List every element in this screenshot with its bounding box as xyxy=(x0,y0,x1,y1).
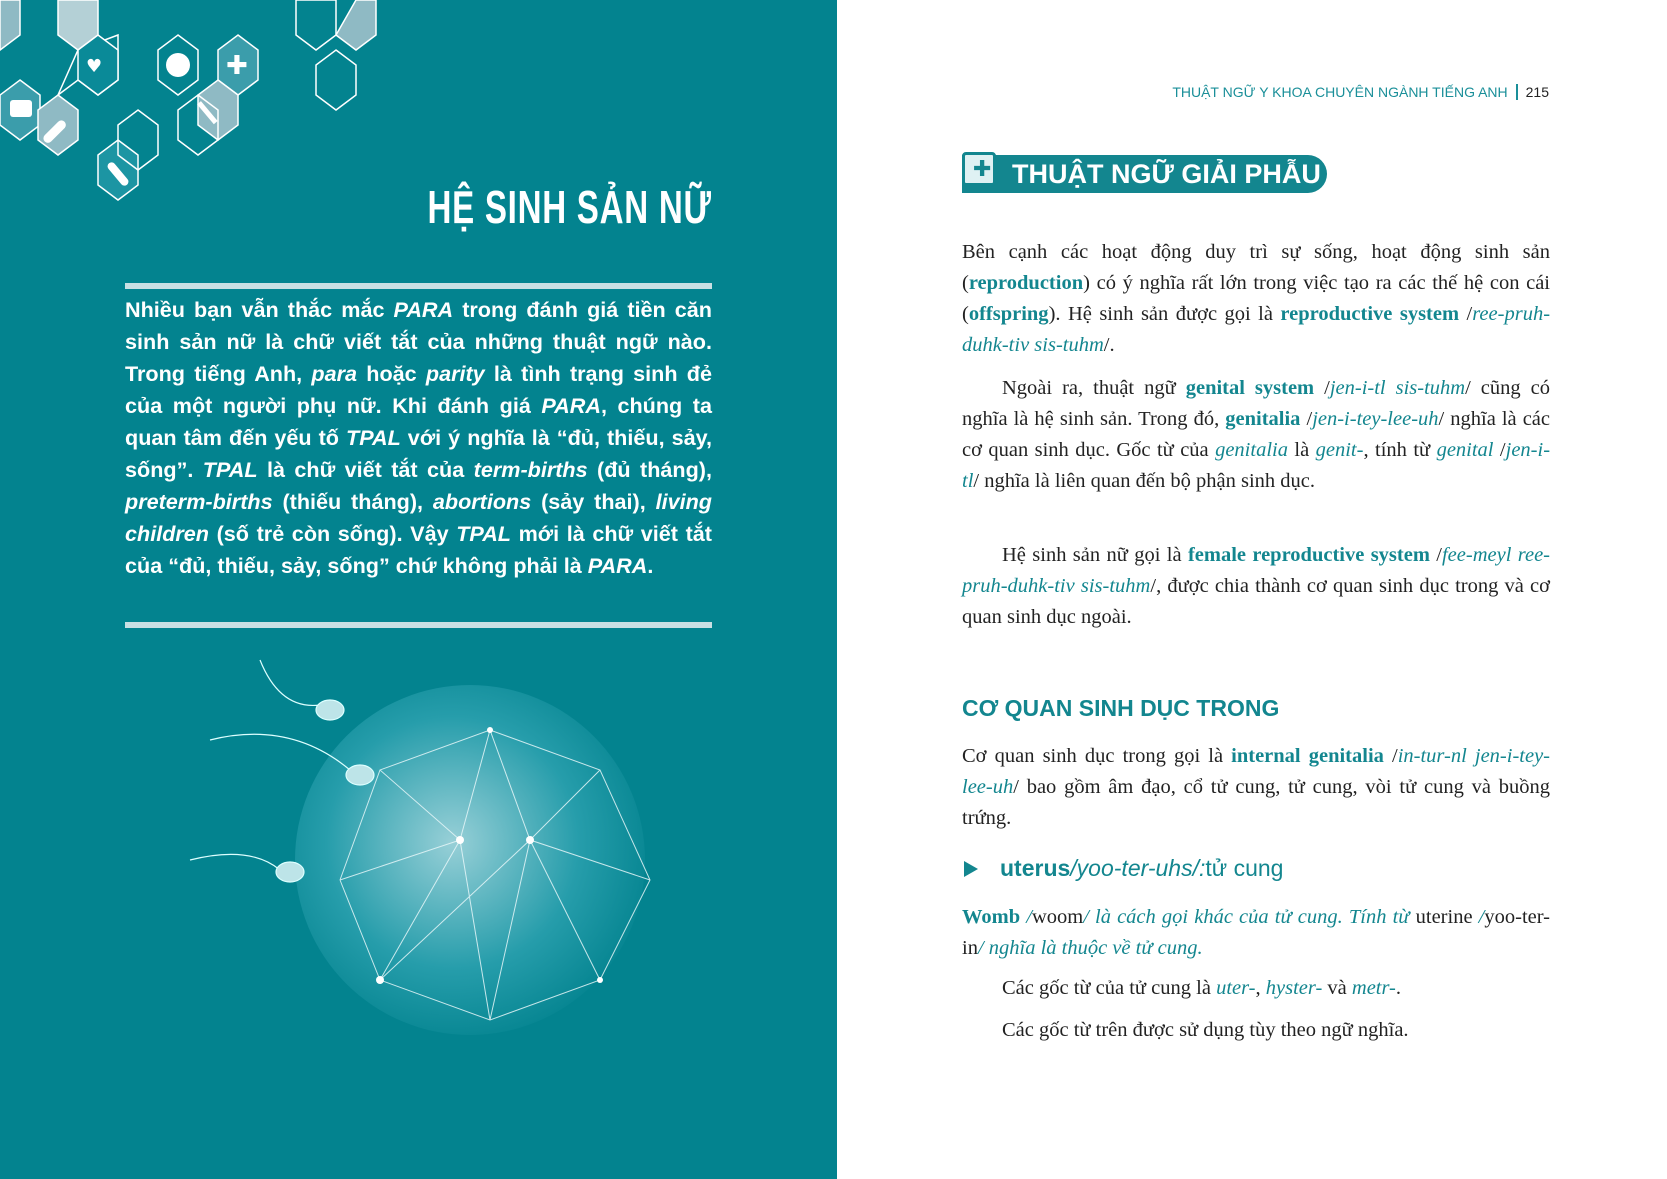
term: genitalia xyxy=(1225,408,1301,430)
text-run: (số trẻ còn sống). Vậy xyxy=(209,521,457,546)
text-run: và xyxy=(1322,977,1352,999)
term: reproductive system xyxy=(1280,303,1460,325)
pronunciation: / xyxy=(1020,906,1032,928)
term: offspring xyxy=(968,303,1049,325)
text-run: (sảy thai), xyxy=(531,489,656,514)
text-run: Bên cạnh các hoạt động duy trì sự sống, hoạt động sinh sản ( xyxy=(962,241,1550,294)
pronunciation: / là cách gọi khác của tử cung. Tính từ xyxy=(1083,906,1416,928)
pronunciation: in-tur-nl jen-i-tey-lee-uh xyxy=(962,745,1550,798)
term-entry-uterus xyxy=(964,855,1283,882)
pill-icon xyxy=(166,53,190,77)
text-run: trong đánh giá tiền căn sinh sản nữ là chữ viết tắt của những thuật ngữ nào. Trong tiếng Anh, xyxy=(125,297,712,386)
italic-term: TPAL xyxy=(346,425,401,450)
paragraph-roots xyxy=(962,973,1550,1004)
italic-term: parity xyxy=(425,361,485,386)
pronunciation: jen-i-tl xyxy=(962,439,1551,492)
text-run: (thiếu tháng), xyxy=(272,489,433,514)
text-run: Ngoài ra, thuật ngữ xyxy=(1002,377,1186,399)
egg-and-sperm-illustration xyxy=(170,650,690,1070)
text-run: là xyxy=(1287,439,1316,461)
text-run: yoo-ter-in xyxy=(962,906,1550,959)
divider-top xyxy=(125,283,712,289)
pronunciation: / nghĩa là thuộc về tử cung. xyxy=(977,937,1203,959)
text-run: / xyxy=(1383,745,1398,767)
text-run: / xyxy=(1300,408,1313,430)
page-number: 215 xyxy=(1516,84,1549,100)
pronunciation: uter- xyxy=(1216,977,1256,999)
paragraph-roots-usage: Các gốc từ trên được sử dụng tùy theo ngữ nghĩa. xyxy=(1002,1019,1409,1041)
hexagon-grid xyxy=(0,0,376,200)
pronunciation: genit- xyxy=(1315,439,1364,461)
text-run: , chúng ta quan tâm đến yếu tố xyxy=(125,393,712,450)
text-run: / xyxy=(1459,303,1473,325)
pronunciation: genital xyxy=(1436,439,1494,461)
text-run: Cơ quan sinh dục trong gọi là xyxy=(962,745,1232,767)
term-meaning: tử cung xyxy=(1205,855,1284,881)
text-run: /. xyxy=(1103,334,1115,356)
text-run: Nhiều bạn vẫn thắc mắc xyxy=(125,297,394,322)
text-run: (đủ tháng), xyxy=(587,457,712,482)
text-run: / xyxy=(1314,377,1330,399)
bullet-triangle-icon xyxy=(964,861,978,877)
first-aid-kit-icon xyxy=(10,100,32,117)
paragraph-reproduction xyxy=(962,237,1550,361)
text-run: / nghĩa là liên quan đến bộ phận sinh dục. xyxy=(973,470,1315,492)
text-run: ) có ý nghĩa rất lớn trong việc tạo ra các thế hệ con cái ( xyxy=(962,272,1550,325)
term: Womb xyxy=(962,906,1021,928)
subsection-heading: CƠ QUAN SINH DỤC TRONG xyxy=(962,695,1280,721)
term: female reproductive system xyxy=(1187,544,1430,566)
text-run: / xyxy=(1493,439,1506,461)
text-run: uterine xyxy=(1415,906,1473,928)
paragraph-female-reproductive-system xyxy=(962,540,1550,633)
italic-term: abortions xyxy=(432,489,532,514)
text-run: , xyxy=(1255,977,1266,999)
paragraph-internal-genitalia xyxy=(962,741,1550,834)
pronunciation: genitalia xyxy=(1215,439,1288,461)
text-run: hoặc xyxy=(357,361,426,386)
plus-icon: ✚ xyxy=(226,51,248,81)
text-run: mới là chữ viết tắt của “đủ, thiếu, sảy, sống” chứ không phải là xyxy=(125,521,712,578)
pronunciation: / xyxy=(1472,906,1485,928)
italic-term: para xyxy=(311,361,358,386)
text-run: woom xyxy=(1031,906,1084,928)
text-run: . xyxy=(1395,977,1402,999)
pronunciation: metr- xyxy=(1351,977,1396,999)
text-run: / cũng có nghĩa là hệ sinh sản. Trong đó, xyxy=(962,377,1550,430)
pronunciation: ree-pruh-duhk-tiv sis-tuhm xyxy=(962,303,1551,356)
term-word: uterus xyxy=(1000,855,1071,881)
heart-pulse-icon: ♥ xyxy=(86,56,103,77)
text-run: / bao gồm âm đạo, cổ tử cung, tử cung, vòi tử cung và buồng trứng. xyxy=(962,776,1550,829)
intro-paragraph xyxy=(125,294,712,582)
text-run: ). Hệ sinh sản được gọi là xyxy=(1048,303,1281,325)
italic-term: preterm-births xyxy=(125,489,273,514)
section-banner: THUẬT NGỮ GIẢI PHẪU xyxy=(962,155,1327,193)
term: internal genitalia xyxy=(1231,745,1384,767)
running-head-title: THUẬT NGỮ Y KHOA CHUYÊN NGÀNH TIẾNG ANH xyxy=(1172,84,1508,100)
pronunciation: hyster- xyxy=(1265,977,1323,999)
italic-term: term-births xyxy=(473,457,588,482)
italic-term: TPAL xyxy=(202,457,258,482)
chapter-title: HỆ SINH SẢN NỮ xyxy=(427,181,712,233)
text-run: / xyxy=(1429,544,1442,566)
text-run: . xyxy=(647,553,654,578)
term-pronunciation: /yoo-ter-uhs/: xyxy=(1070,855,1206,881)
term: reproduction xyxy=(968,272,1084,294)
running-header xyxy=(1172,84,1549,100)
text-run: / nghĩa là các cơ quan sinh dục. Gốc từ của xyxy=(962,408,1550,461)
italic-term: PARA xyxy=(541,393,601,418)
pronunciation: fee-meyl ree-pruh-duhk-tiv sis-tuhm xyxy=(962,544,1550,597)
pronunciation: jen-i-tl sis-tuhm xyxy=(1329,377,1466,399)
paragraph-genital-system xyxy=(962,373,1550,497)
italic-term: PARA xyxy=(393,297,454,322)
italic-term: PARA xyxy=(587,553,648,578)
text-run: là chữ viết tắt của xyxy=(257,457,474,482)
term: genital system xyxy=(1185,377,1315,399)
text-run: Hệ sinh sản nữ gọi là xyxy=(1002,544,1188,566)
pronunciation: jen-i-tey-lee-uh xyxy=(1312,408,1439,430)
text-run: , tính từ xyxy=(1363,439,1437,461)
italic-term: living children xyxy=(125,489,712,546)
paragraph-womb xyxy=(962,902,1550,964)
text-run: Các gốc từ của tử cung là xyxy=(1002,977,1217,999)
text-run: /, được chia thành cơ quan sinh dục trong và cơ quan sinh dục ngoài. xyxy=(962,575,1550,628)
italic-term: TPAL xyxy=(456,521,511,546)
text-run: với ý nghĩa là “đủ, thiếu, sảy, sống”. xyxy=(125,425,712,482)
medical-cross-icon: ✚ xyxy=(962,152,996,186)
divider-bottom xyxy=(125,622,712,628)
text-run: là tình trạng sinh đẻ của một người phụ nữ. Khi đánh giá xyxy=(125,361,712,418)
